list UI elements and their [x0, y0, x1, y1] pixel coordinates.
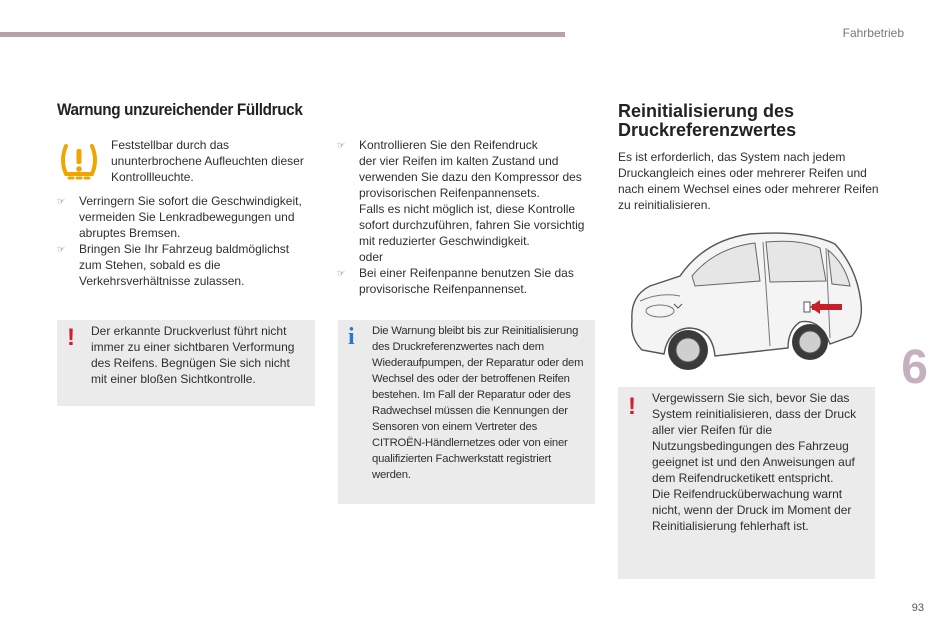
- bullet-text: Bei einer Reifenpanne benutzen Sie das: [359, 266, 574, 280]
- bullet-text: Falls es nicht möglich ist, diese Kontrolle sofort durchzuführen, fahren Sie vorsichtig mit reduzierter Geschwindigkeit.: [359, 202, 585, 248]
- bullet-text: provisorische Reifenpannenset.: [359, 282, 528, 296]
- bullet-text: Verringern Sie sofort die Geschwindigkeit,: [79, 194, 302, 208]
- bullet-text: zum Stehen, sobald es die Verkehrsverhältnisse zulassen.: [79, 258, 245, 288]
- section-title: Fahrbetrieb: [842, 26, 904, 40]
- info-box-text: Die Warnung bleibt bis zur Reinitialisierung des Druckreferenzwertes nach dem Wiederaufpumpen, der Reparatur oder dem Wechsel des oder der betroffenen Reifen bestehen. Im Fall der Reparatur oder des Radwechsel müssen die Kennungen der Sensoren von einem Vertreter des CITROËN-Händlernetzes oder von einer qualifizierten Fachwerkstatt registriert werden.: [372, 325, 584, 481]
- exclamation-icon: !: [628, 393, 636, 420]
- bullet-pointer-icon: ☞: [57, 244, 66, 254]
- chapter-number: 6: [901, 341, 928, 394]
- warning-box-text: [652, 390, 870, 534]
- bullet-pointer-icon: ☞: [337, 140, 346, 150]
- left-heading: Warnung unzureichender Fülldruck: [57, 100, 303, 119]
- right-heading: Reinitialisierung des Druckreferenzwertes: [618, 101, 797, 140]
- list-item: [57, 241, 312, 289]
- left-bullet-list: [57, 193, 312, 289]
- header-accent-bar: [0, 32, 565, 37]
- info-box: [338, 320, 595, 504]
- reinit-intro: Es ist erforderlich, das System nach jedem Druckangleich eines oder mehrerer Reifen und nach einem Wechsel eines oder mehrerer Reifen zu reinitialisieren.: [618, 150, 879, 212]
- info-icon: i: [348, 324, 355, 350]
- warning-text-part: Vergewissern Sie sich, bevor Sie das System reinitialisieren, dass der Druck aller vier Reifen für die Nutzungsbedingungen des Fahrzeug geeignet ist und den Anweisungen auf dem Reifendrucketikett entspricht.: [652, 391, 857, 485]
- warning-light-description: Feststellbar durch das ununterbrochene Aufleuchten dieser Kontrollleuchte.: [111, 138, 304, 184]
- tire-pressure-warning-icon: [58, 140, 100, 182]
- bullet-pointer-icon: ☞: [337, 268, 346, 278]
- warning-box: [57, 320, 315, 406]
- list-item: [337, 265, 599, 297]
- list-item: [57, 193, 312, 241]
- bullet-text: oder: [359, 250, 384, 264]
- bullet-text: der vier Reifen im kalten Zustand und verwenden Sie dazu den Kompressor des provisorischen Reifenpannensets.: [359, 154, 582, 200]
- bullet-text: Kontrollieren Sie den Reifendruck: [359, 138, 538, 152]
- exclamation-icon: !: [67, 324, 75, 351]
- warning-box: [618, 387, 875, 579]
- bullet-text: Bringen Sie Ihr Fahrzeug baldmöglichst: [79, 242, 290, 256]
- list-item: [337, 137, 599, 265]
- bullet-pointer-icon: ☞: [57, 196, 66, 206]
- page-number: 93: [911, 602, 924, 614]
- warning-text-part: Die Reifendrucküberwachung warnt nicht, wenn der Druck im Moment der Reinitialisierung fehlerhaft ist.: [652, 487, 852, 533]
- middle-bullet-list: [337, 137, 599, 297]
- bullet-text: vermeiden Sie Lenkradbewegungen und abruptes Bremsen.: [79, 210, 295, 240]
- car-side-illustration: [620, 226, 872, 378]
- warning-box-text: Der erkannte Druckverlust führt nicht immer zu einer sichtbaren Verformung des Reifens. Begnügen Sie sich nicht mit einer bloßen Sichtkontrolle.: [91, 324, 295, 386]
